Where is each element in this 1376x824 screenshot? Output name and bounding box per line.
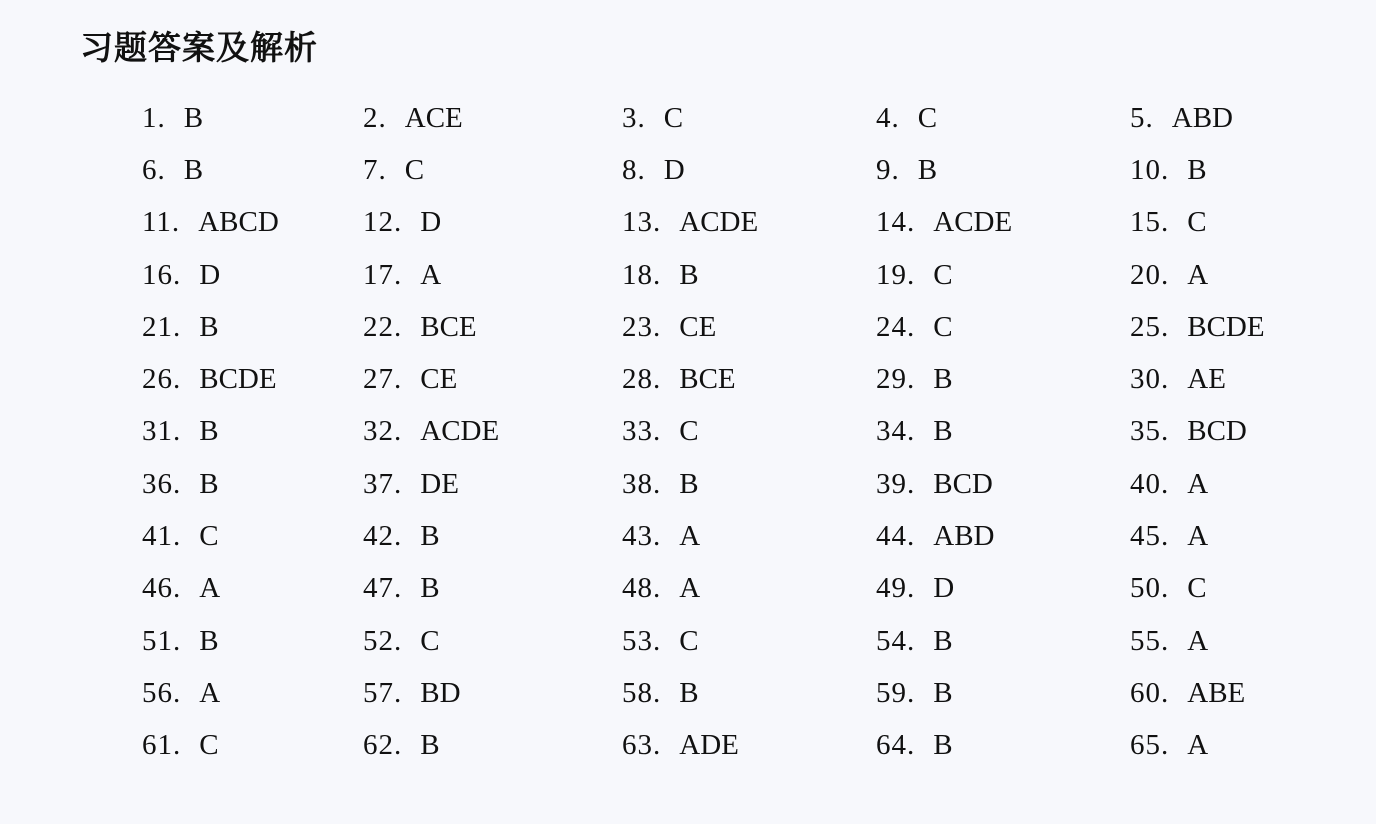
answer-number: 54. xyxy=(876,624,916,657)
answer-item xyxy=(142,365,363,394)
answer-item xyxy=(622,258,876,291)
answer-item xyxy=(1130,467,1280,500)
answer-number: 52. xyxy=(363,624,403,657)
answer-number: 49. xyxy=(876,572,916,605)
answer-choice: D xyxy=(663,153,685,186)
answer-number: 46. xyxy=(142,572,182,605)
answer-choice: C xyxy=(1187,572,1207,605)
answer-number: 15. xyxy=(1130,206,1170,239)
answer-item xyxy=(876,417,1130,446)
answer-item xyxy=(876,676,1130,709)
answer-number: 58. xyxy=(622,676,662,709)
answer-number: 6. xyxy=(142,153,166,186)
answer-item xyxy=(1130,417,1280,446)
answer-choice: ACDE xyxy=(420,415,500,448)
answer-item xyxy=(363,417,622,446)
answer-number: 23. xyxy=(622,310,662,343)
answer-choice: C xyxy=(933,258,953,291)
answer-number: 20. xyxy=(1130,258,1170,291)
answer-number: 42. xyxy=(363,520,403,553)
answer-item xyxy=(622,676,876,709)
answer-choice: B xyxy=(420,729,440,762)
answer-choice: C xyxy=(1187,206,1207,239)
answer-number: 1. xyxy=(142,101,166,134)
answer-choice: BCDE xyxy=(199,363,277,396)
answer-item xyxy=(622,574,876,603)
answer-choice: C xyxy=(679,624,699,657)
answer-choice: A xyxy=(1187,258,1209,291)
answer-number: 59. xyxy=(876,676,916,709)
answer-choice: D xyxy=(420,206,442,239)
answer-number: 32. xyxy=(363,415,403,448)
answer-grid xyxy=(142,92,1280,772)
answer-choice: C xyxy=(199,520,219,553)
answer-number: 40. xyxy=(1130,467,1170,500)
answer-choice: B xyxy=(420,520,440,553)
answer-item xyxy=(622,365,876,394)
answer-choice: B xyxy=(183,153,204,186)
answer-choice: A xyxy=(199,676,221,709)
answer-number: 43. xyxy=(622,520,662,553)
answer-number: 17. xyxy=(363,258,403,291)
answer-choice: DE xyxy=(420,467,459,500)
answer-item xyxy=(363,522,622,551)
answer-number: 60. xyxy=(1130,676,1170,709)
answer-number: 10. xyxy=(1130,153,1170,186)
answer-choice: C xyxy=(199,729,219,762)
answer-choice: ACDE xyxy=(933,206,1013,239)
answer-item xyxy=(1130,310,1280,343)
answer-item xyxy=(876,258,1130,291)
answer-choice: BCD xyxy=(933,467,993,500)
answer-number: 33. xyxy=(622,415,662,448)
answer-choice: C xyxy=(404,153,425,186)
answer-choice: A xyxy=(420,258,442,291)
answer-number: 24. xyxy=(876,310,916,343)
answer-number: 53. xyxy=(622,624,662,657)
answer-choice: B xyxy=(933,729,953,762)
answer-number: 36. xyxy=(142,467,182,500)
answer-item xyxy=(1130,676,1280,709)
answer-item xyxy=(142,676,363,709)
answer-item xyxy=(876,624,1130,657)
answer-number: 56. xyxy=(142,676,182,709)
answer-choice: BCDE xyxy=(1187,310,1265,343)
answer-choice: B xyxy=(679,676,699,709)
answer-item xyxy=(622,624,876,657)
answer-choice: D xyxy=(199,258,221,291)
answer-item xyxy=(142,522,363,551)
answer-choice: B xyxy=(199,415,219,448)
answer-choice: ACDE xyxy=(679,206,759,239)
answer-choice: B xyxy=(933,363,953,396)
answer-item xyxy=(876,731,1130,760)
answer-choice: A xyxy=(199,572,221,605)
answer-choice: A xyxy=(1187,520,1209,553)
page-title: 习题答案及解析 xyxy=(80,28,318,67)
answer-number: 2. xyxy=(363,101,387,134)
answer-item xyxy=(622,522,876,551)
answer-item xyxy=(1130,731,1280,760)
answer-item xyxy=(622,310,876,343)
answer-choice: C xyxy=(420,624,440,657)
answer-item xyxy=(1130,258,1280,291)
answer-item xyxy=(363,574,622,603)
answer-number: 11. xyxy=(142,206,181,239)
answer-number: 4. xyxy=(876,101,900,134)
answer-number: 26. xyxy=(142,363,182,396)
answer-item xyxy=(363,208,622,237)
answer-choice: ACE xyxy=(404,101,463,134)
answer-item xyxy=(876,310,1130,343)
answer-item xyxy=(363,153,622,186)
answer-number: 21. xyxy=(142,310,182,343)
answer-choice: B xyxy=(917,153,938,186)
answer-choice: A xyxy=(1187,729,1209,762)
answer-item xyxy=(142,101,363,134)
answer-choice: ABCD xyxy=(198,206,279,239)
answer-number: 35. xyxy=(1130,415,1170,448)
answer-choice: BCE xyxy=(679,363,736,396)
answer-choice: B xyxy=(679,258,699,291)
answer-number: 55. xyxy=(1130,624,1170,657)
answer-item xyxy=(876,101,1130,134)
answer-number: 13. xyxy=(622,206,662,239)
answer-item xyxy=(622,731,876,760)
answer-item xyxy=(876,153,1130,186)
answer-choice: ABE xyxy=(1187,676,1246,709)
answer-choice: A xyxy=(1187,624,1209,657)
answer-number: 48. xyxy=(622,572,662,605)
answer-choice: B xyxy=(183,101,204,134)
answer-number: 51. xyxy=(142,624,182,657)
answer-item xyxy=(876,365,1130,394)
answer-item xyxy=(876,574,1130,603)
answer-item xyxy=(363,258,622,291)
answer-item xyxy=(622,153,876,186)
answer-choice: C xyxy=(917,101,938,134)
answer-item xyxy=(142,574,363,603)
answer-item xyxy=(142,467,363,500)
answer-item xyxy=(142,208,363,237)
answer-item xyxy=(876,208,1130,237)
answer-item xyxy=(1130,208,1280,237)
answer-choice: B xyxy=(933,676,953,709)
answer-number: 37. xyxy=(363,467,403,500)
answer-item xyxy=(363,731,622,760)
answer-item xyxy=(142,417,363,446)
answer-item xyxy=(622,208,876,237)
answer-number: 25. xyxy=(1130,310,1170,343)
answer-choice: AE xyxy=(1187,363,1226,396)
answer-item xyxy=(1130,365,1280,394)
answer-number: 22. xyxy=(363,310,403,343)
answer-item xyxy=(876,522,1130,551)
answer-item xyxy=(363,467,622,500)
answer-choice: ADE xyxy=(679,729,739,762)
answer-number: 14. xyxy=(876,206,916,239)
answer-number: 8. xyxy=(622,153,646,186)
answer-item xyxy=(1130,153,1280,186)
answer-item xyxy=(142,258,363,291)
answer-choice: BCD xyxy=(1187,415,1247,448)
answer-number: 19. xyxy=(876,258,916,291)
answer-number: 45. xyxy=(1130,520,1170,553)
answer-item xyxy=(622,467,876,500)
answer-choice: B xyxy=(933,624,953,657)
answer-choice: D xyxy=(933,572,955,605)
answer-item xyxy=(142,731,363,760)
answer-choice: C xyxy=(933,310,953,343)
answer-choice: CE xyxy=(679,310,717,343)
answer-choice: B xyxy=(199,467,219,500)
answer-number: 39. xyxy=(876,467,916,500)
answer-number: 62. xyxy=(363,729,403,762)
answer-item xyxy=(363,310,622,343)
answer-number: 27. xyxy=(363,363,403,396)
answer-item xyxy=(142,310,363,343)
answer-choice: ABD xyxy=(1171,101,1233,134)
answer-number: 3. xyxy=(622,101,646,134)
answer-number: 65. xyxy=(1130,729,1170,762)
answer-number: 34. xyxy=(876,415,916,448)
answer-number: 7. xyxy=(363,153,387,186)
answer-choice: A xyxy=(1187,467,1209,500)
answer-number: 31. xyxy=(142,415,182,448)
answer-item xyxy=(363,101,622,134)
answer-number: 41. xyxy=(142,520,182,553)
answer-choice: CE xyxy=(420,363,458,396)
answer-choice: B xyxy=(199,624,219,657)
answer-number: 18. xyxy=(622,258,662,291)
answer-choice: B xyxy=(679,467,699,500)
answer-number: 12. xyxy=(363,206,403,239)
answer-number: 38. xyxy=(622,467,662,500)
answer-item xyxy=(1130,624,1280,657)
answer-number: 47. xyxy=(363,572,403,605)
answer-number: 63. xyxy=(622,729,662,762)
answer-choice: B xyxy=(1187,153,1207,186)
answer-item xyxy=(1130,101,1280,134)
answer-number: 16. xyxy=(142,258,182,291)
answer-choice: C xyxy=(679,415,699,448)
answer-choice: A xyxy=(679,572,701,605)
answer-number: 9. xyxy=(876,153,900,186)
answer-number: 30. xyxy=(1130,363,1170,396)
answer-choice: BCE xyxy=(420,310,477,343)
answer-number: 64. xyxy=(876,729,916,762)
answer-choice: B xyxy=(199,310,219,343)
answer-number: 28. xyxy=(622,363,662,396)
answer-choice: B xyxy=(420,572,440,605)
answer-number: 50. xyxy=(1130,572,1170,605)
answer-item xyxy=(1130,574,1280,603)
answer-item xyxy=(363,365,622,394)
answer-item xyxy=(1130,522,1280,551)
answer-item xyxy=(142,624,363,657)
answer-item xyxy=(622,101,876,134)
answer-item xyxy=(363,624,622,657)
answer-number: 61. xyxy=(142,729,182,762)
answer-choice: BD xyxy=(420,676,461,709)
answer-number: 5. xyxy=(1130,101,1154,134)
answer-item xyxy=(142,153,363,186)
answer-number: 44. xyxy=(876,520,916,553)
answer-choice: B xyxy=(933,415,953,448)
answer-item xyxy=(363,676,622,709)
answer-item xyxy=(876,467,1130,500)
answer-number: 29. xyxy=(876,363,916,396)
answer-item xyxy=(622,417,876,446)
answer-choice: ABD xyxy=(933,520,995,553)
answer-number: 57. xyxy=(363,676,403,709)
answer-choice: C xyxy=(663,101,684,134)
answer-choice: A xyxy=(679,520,701,553)
